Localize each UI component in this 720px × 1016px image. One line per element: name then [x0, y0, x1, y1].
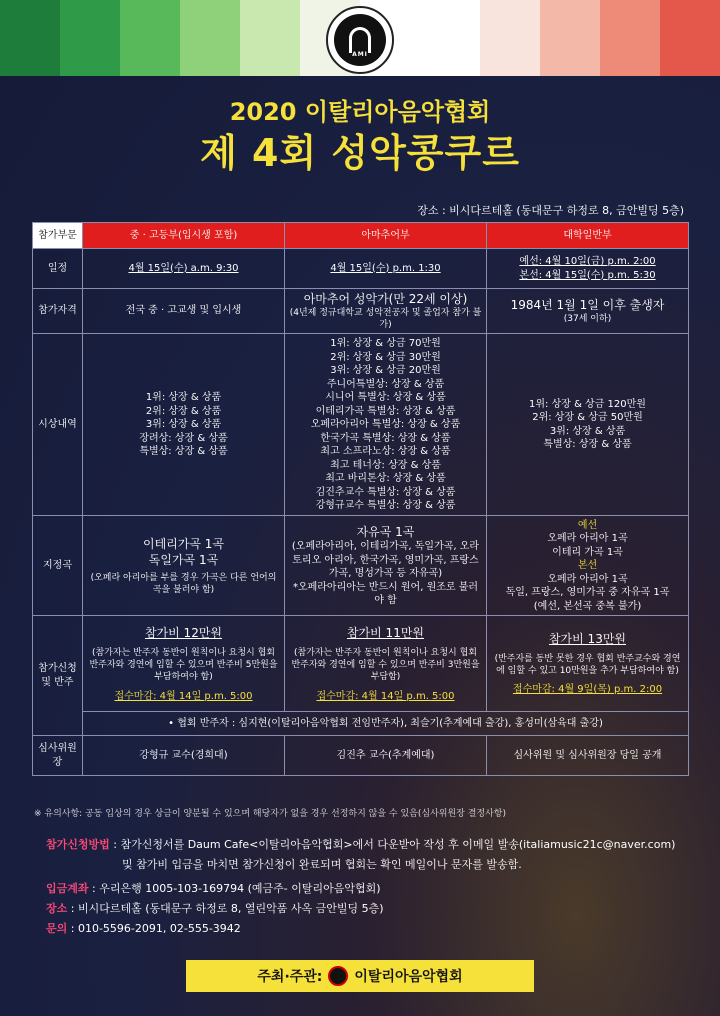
award-item: 2위: 상장 & 상품: [145, 405, 222, 417]
logo-icon: [328, 966, 348, 986]
eligibility-cell: [285, 289, 487, 334]
award-item: 특별상: 상장 & 상품: [543, 439, 632, 451]
award-item: 3위: 상장 & 상품: [549, 425, 626, 437]
row-label: 시상내역: [33, 334, 83, 516]
schedule-prelim: 예선: 4월 10일(금) p.m. 2:00: [519, 256, 656, 267]
jury-cell: 강형규 교수(경희대): [83, 736, 285, 776]
application-method-2: 및 참가비 입금을 마치면 참가신청이 완료되며 협회는 확인 메일이나 문자를 발송함.: [122, 858, 522, 871]
category-header: 아마추어부: [285, 223, 487, 249]
table-row: [33, 223, 689, 249]
application-method: [46, 836, 675, 852]
award-item: 주니어특별상: 상장 & 상품: [326, 378, 445, 390]
repertoire-round: 본선: [577, 560, 598, 572]
contact: [46, 920, 241, 936]
eligibility-note: (4년제 정규대학교 성악전공자 및 졸업자 참가 불가): [289, 308, 482, 331]
schedule-final: 본선: 4월 15일(수) p.m. 5:30: [519, 269, 656, 281]
info-value: : 010-5596-2091, 02-555-3942: [67, 922, 241, 935]
organizer-banner: [186, 960, 534, 992]
lyre-icon: [349, 27, 371, 53]
award-item: 최고 바리톤상: 상장 & 상품: [325, 473, 446, 485]
venue-top: 장소 : 비시다르테홀 (동대문구 하정로 8, 금안빌딩 5층): [417, 204, 684, 217]
repertoire-note: (오페라아리아, 이테리가곡, 독일가곡, 오라토리오 아리아, 한국가곡, 영미가곡, 프랑스가곡, 명성가곡 등 자유곡): [291, 541, 480, 580]
award-item: 오페라아리아 특별상: 상장 & 상품: [310, 419, 461, 431]
award-item: 한국가곡 특별상: 상장 & 상품: [320, 432, 451, 444]
organizer-name: 이탈리아음악협회: [354, 969, 463, 985]
repertoire-line: 독일, 프랑스, 영미가곡 중 자유곡 1곡: [505, 587, 670, 599]
row-label: 참가자격: [33, 289, 83, 334]
title-line2: 제 4회 성악콩쿠르: [200, 131, 520, 175]
row-label: 참가신청 및 반주: [33, 616, 83, 736]
repertoire-note: (오페라 아리아를 부를 경우 가곡은 다른 언어의 곡을 불러야 함): [90, 573, 277, 596]
title-line1: 2020 이탈리아음악협회: [229, 98, 491, 126]
eligibility-main: 1984년 1월 1일 이후 출생자: [510, 298, 665, 313]
award-item: 이테리가곡 특별상: 상장 & 상품: [315, 405, 456, 417]
repertoire-line: 독일가곡 1곡: [148, 552, 219, 567]
award-item: 1위: 상장 & 상금 120만원: [529, 398, 646, 410]
repertoire-note: *오페라아리아는 반드시 원어, 원조로 불러야 함: [292, 581, 479, 607]
eligibility-cell: 전국 중 · 고교생 및 입시생: [83, 289, 285, 334]
fee-cell: [83, 616, 285, 712]
eligibility-main: 아마추어 성악가(만 22세 이상): [303, 292, 468, 306]
award-item: 3위: 상장 & 상품: [145, 419, 222, 431]
fee-cell: [285, 616, 487, 712]
deadline: 접수마감: 4월 14일 p.m. 5:00: [316, 690, 455, 702]
info-key: 문의: [46, 922, 68, 935]
schedule-cell: [487, 249, 689, 289]
deadline: 접수마감: 4월 14일 p.m. 5:00: [114, 690, 253, 702]
fee-amount: 참가비 12만원: [144, 625, 223, 640]
notice: ※ 유의사항: 공동 입상의 경우 상금이 양분될 수 있으며 해당자가 없을 경우 선정하지 않을 수 있음(심사위원장 결정사항): [34, 809, 506, 819]
organizer-label: 주최·주관:: [257, 969, 323, 985]
row-label: 심사위원장: [33, 736, 83, 776]
repertoire-note: (예선, 본선곡 중복 불가): [533, 600, 642, 612]
awards-cell: [285, 334, 487, 516]
schedule-cell: 4월 15일(수) p.m. 1:30: [285, 249, 487, 289]
fee-amount: 참가비 13만원: [548, 631, 627, 646]
award-item: 최고 테너상: 상장 & 상품: [330, 459, 441, 471]
fee-note: (참가자는 반주자 동반이 원칙이나 요청시 협회 반주자와 경연에 임할 수 있으며 반주비 5만원을 부담하여야 함): [89, 648, 278, 683]
row-label: 참가부문: [33, 223, 83, 249]
repertoire-line: 자유곡 1곡: [356, 525, 415, 540]
award-item: 최고 소프라노상: 상장 & 상품: [320, 446, 451, 458]
repertoire-line: 이테리 가곡 1곡: [552, 546, 623, 558]
info-key: 참가신청방법: [46, 838, 110, 851]
repertoire-cell: [83, 516, 285, 616]
info-value: : 참가신청서를 Daum Cafe<이탈리아음악협회>에서 다운받아 작성 후 이메일 발송(italiamusic21c@naver.com): [109, 838, 676, 851]
info-value: : 비시다르테홀 (동대문구 하정로 8, 열린악품 사옥 금안빌딩 5층): [67, 902, 384, 915]
category-header: 중 · 고등부(입시생 포함): [83, 223, 285, 249]
category-header: 대학일반부: [487, 223, 689, 249]
award-item: 특별상: 상장 & 상품: [139, 446, 228, 458]
table-row: [33, 289, 689, 334]
award-item: 1위: 상장 & 상금 70만원: [330, 338, 441, 350]
bank-account: [46, 880, 381, 896]
fee-note: (반주자를 동반 못한 경우 협회 반주교수와 경연에 임할 수 있고 10만원을 추가 부담하여야 함): [494, 654, 681, 677]
repertoire-round: 예선: [577, 519, 598, 531]
table-row: [33, 249, 689, 289]
award-item: 김진추교수 특별상: 상장 & 상품: [315, 486, 456, 498]
fee-cell: [487, 616, 689, 712]
competition-table: [32, 222, 689, 776]
repertoire-line: 오페라 아리아 1곡: [547, 573, 628, 585]
info-value: : 우리은행 1005-103-169794 (예금주- 이탈리아음악협회): [88, 882, 381, 895]
awards-cell: [487, 334, 689, 516]
table-row: [33, 334, 689, 516]
award-item: 2위: 상장 & 상금 30만원: [330, 351, 441, 363]
repertoire-cell: [285, 516, 487, 616]
accompanist-cell: • 협회 반주자 : 심지현(이탈리아음악협회 전임반주자), 최슬기(추계예대 출강), 홍성미(삼육대 출강): [83, 712, 689, 736]
awards-cell: [83, 334, 285, 516]
jury-cell: 심사위원 및 심사위원장 당일 공개: [487, 736, 689, 776]
table-row: [33, 712, 689, 736]
eligibility-note: (37세 이하): [563, 314, 612, 325]
award-item: 시니어 특별상: 상장 & 상품: [325, 392, 446, 404]
table-row: [33, 616, 689, 712]
eligibility-cell: [487, 289, 689, 334]
logo-text: AMI: [352, 51, 368, 58]
fee-note: (참가자는 반주자 동반이 원칙이나 요청시 협회 반주자와 경연에 임할 수 있으며 반주비 3만원을 부담함): [291, 648, 480, 683]
repertoire-line: 오페라 아리아 1곡: [547, 533, 628, 545]
table-row: [33, 736, 689, 776]
repertoire-cell: [487, 516, 689, 616]
award-item: 1위: 상장 & 상품: [145, 392, 222, 404]
award-item: 강형규교수 특별상: 상장 & 상품: [315, 500, 456, 512]
association-logo: [326, 6, 394, 74]
info-key: 장소: [46, 902, 68, 915]
repertoire-line: 이테리가곡 1곡: [142, 536, 224, 551]
deadline: 접수마감: 4월 9일(목) p.m. 2:00: [512, 684, 663, 696]
info-key: 입금계좌: [46, 882, 89, 895]
place: [46, 900, 384, 916]
jury-cell: 김진추 교수(추계예대): [285, 736, 487, 776]
award-item: 3위: 상장 & 상금 20만원: [330, 365, 441, 377]
schedule-cell: 4월 15일(수) a.m. 9:30: [83, 249, 285, 289]
table-row: [33, 516, 689, 616]
award-item: 장려상: 상장 & 상품: [139, 432, 228, 444]
award-item: 2위: 상장 & 상금 50만원: [532, 412, 643, 424]
row-label: 일정: [33, 249, 83, 289]
fee-amount: 참가비 11만원: [346, 625, 425, 640]
row-label: 지정곡: [33, 516, 83, 616]
